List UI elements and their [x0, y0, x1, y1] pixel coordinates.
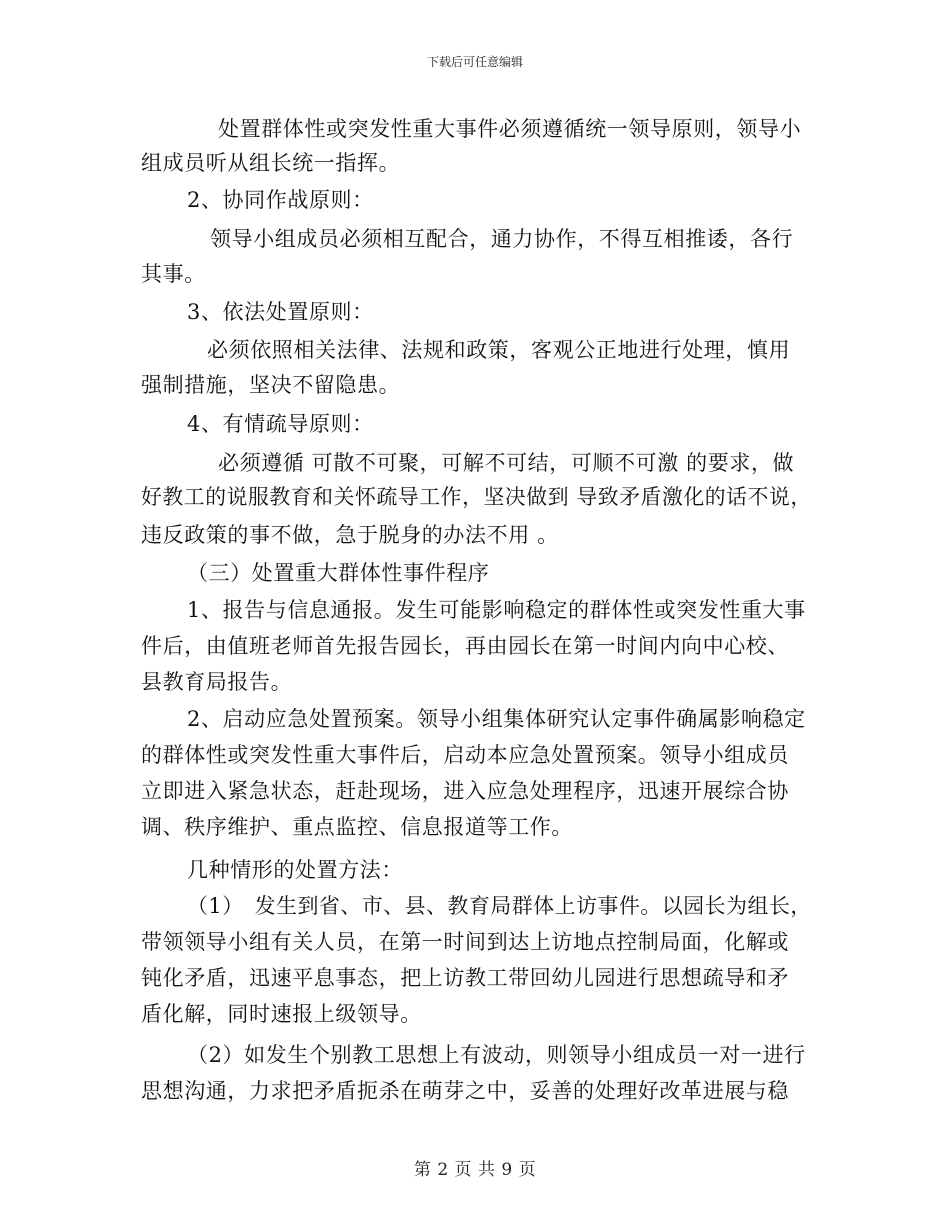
text-line-23: 带领领导小组有关人员，在第一时间到达上访地点控制局面，化解或 [141, 930, 789, 954]
text-line-21: 几种情形的处置方法： [187, 858, 403, 882]
text-line-17: 2、启动应急处置预案。领导小组集体研究认定事件确属影响稳定 [187, 707, 806, 731]
text-line-2: 组成员听从组长统一指挥。 [141, 151, 401, 175]
page-header: 下载后可任意编辑 [426, 55, 523, 69]
text-line-7: 必须依照相关法律、法规和政策，客观公正地进行处理，慎用 [207, 338, 791, 362]
text-line-5: 其事。 [141, 262, 206, 286]
text-line-15: 件后，由值班老师首先报告园长，再由园长在第一时间内向中心校、 [141, 634, 789, 658]
text-line-11: 好教工的说服教育和关怀疏导工作，坚决做到 导致矛盾激化的话不说， [141, 485, 812, 509]
text-line-8: 强制措施，坚决不留隐患。 [141, 373, 401, 397]
text-line-16: 县教育局报告。 [141, 670, 293, 694]
text-line-14: 1、报告与信息通报。发生可能影响稳定的群体性或突发性重大事 [187, 598, 806, 622]
text-line-20: 调、秩序维护、重点监控、信息报道等工作。 [141, 815, 573, 839]
text-line-1: 处置群体性或突发性重大事件必须遵循统一领导原则，领导小 [218, 117, 802, 141]
text-line-22: （1） 发生到省、市、县、教育局群体上访事件。以园长为组长， [187, 894, 812, 918]
text-line-25: 盾化解，同时速报上级领导。 [141, 1002, 422, 1026]
text-line-12: 违反政策的事不做，急于脱身的办法不用 。 [141, 523, 559, 547]
text-line-26: （2）如发生个别教工思想上有波动，则领导小组成员一对一进行 [187, 1043, 806, 1067]
text-line-13: （三）处置重大群体性事件程序 [187, 561, 490, 585]
text-line-4: 领导小组成员必须相互配合，通力协作，不得互相推诿，各行 [210, 227, 794, 251]
text-line-24: 钝化矛盾，迅速平息事态，把上访教工带回幼儿园进行思想疏导和矛 [141, 966, 789, 990]
text-line-9: 4、有情疏导原则： [187, 412, 374, 436]
text-line-19: 立即进入紧急状态，赶赴现场，进入应急处理程序，迅速开展综合协 [141, 779, 789, 803]
text-line-27: 思想沟通，力求把矛盾扼杀在萌芽之中，妥善的处理好改革进展与稳 [141, 1079, 789, 1103]
text-line-3: 2、协同作战原则： [187, 188, 374, 212]
text-line-6: 3、依法处置原则： [187, 300, 374, 324]
text-line-18: 的群体性或突发性重大事件后，启动本应急处置预案。领导小组成员 [141, 743, 789, 767]
page-number-footer: 第 2 页 共 9 页 [413, 1160, 537, 1180]
text-line-10: 必须遵循 可散不可聚，可解不可结，可顺不可激 的要求，做 [218, 451, 795, 475]
